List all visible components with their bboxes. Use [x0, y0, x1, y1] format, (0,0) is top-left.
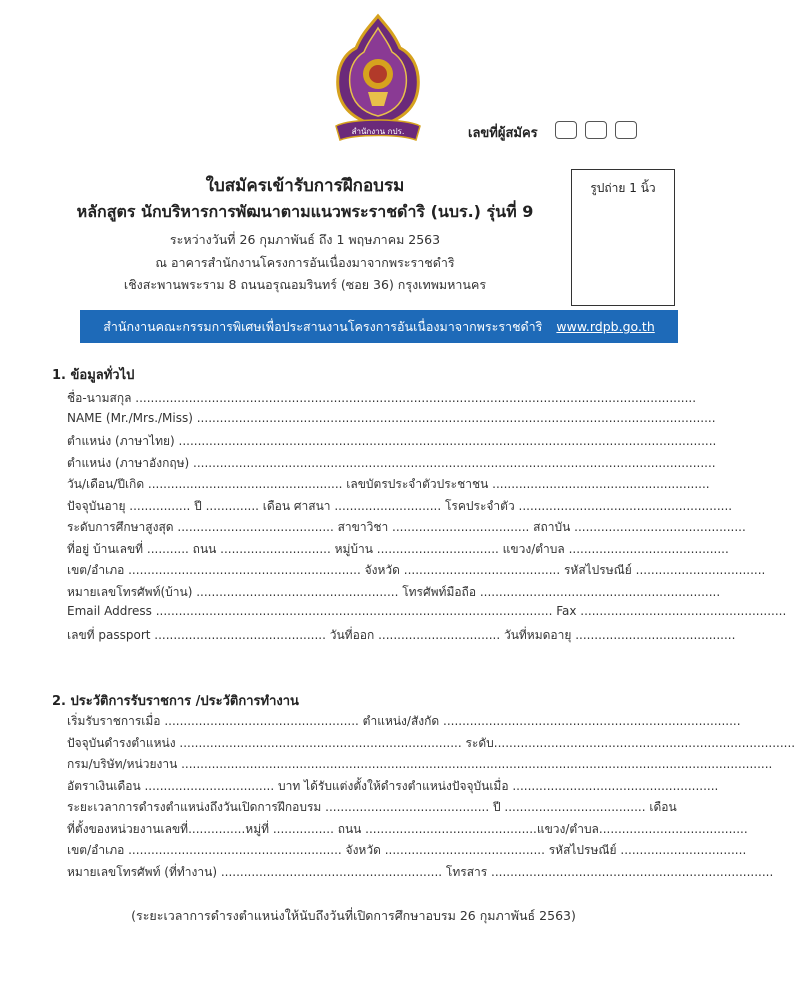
photo-box[interactable]	[571, 169, 675, 306]
venue-line-1: ณ อาคารสำนักงานโครงการอันเนื่องมาจากพระราชดำริ	[155, 255, 455, 270]
rdpb-seal-logo	[330, 14, 426, 150]
field-row[interactable]: Email Address ........................................................................................................ Fax ......................................................	[67, 604, 787, 618]
field-row[interactable]: ปัจจุบันดำรงตำแหน่ง .......................................................................... ระดับ...............................................................................	[67, 736, 795, 750]
website-link[interactable]: www.rdpb.go.th	[556, 319, 655, 334]
course-dates: ระหว่างวันที่ 26 กุมภาพันธ์ ถึง 1 พฤษภาคม 2563	[169, 232, 441, 247]
section-1-title: 1. ข้อมูลทั่วไป	[52, 368, 135, 383]
form-title: ใบสมัครเข้ารับการฝึกอบรม	[205, 176, 405, 196]
field-row[interactable]: NAME (Mr./Mrs./Miss) ........................................................................................................................................	[67, 411, 716, 425]
field-row[interactable]: อัตราเงินเดือน .................................. บาท ได้รับแต่งตั้งให้ดำรงตำแหน่งปัจจุบันเมื่อ ......................................................	[67, 779, 719, 793]
field-row[interactable]: หมายเลขโทรศัพท์ (ที่ทำงาน) .......................................................... โทรสาร ..........................................................................	[67, 865, 774, 879]
field-row[interactable]: ที่อยู่ บ้านเลขที่ ........... ถนน ............................. หมู่บ้าน ................................ แขวง/ตำบล ..........................................	[67, 542, 729, 556]
applicant-number-box-2[interactable]	[585, 121, 607, 139]
field-row[interactable]: เขต/อำเภอ ............................................................. จังหวัด ......................................... รหัสไปรษณีย์ ..................................	[67, 563, 766, 577]
section-2-title: 2. ประวัติการรับราชการ /ประวัติการทำงาน	[52, 694, 299, 709]
field-row[interactable]: เขต/อำเภอ ........................................................ จังหวัด .......................................... รหัสไปรษณีย์ .................................	[67, 843, 747, 857]
field-row[interactable]: ปัจจุบันอายุ ................ ปี .............. เดือน ศาสนา ............................ โรคประจำตัว ........................................................	[67, 499, 733, 513]
photo-label: รูปถ่าย 1 นิ้ว	[590, 181, 656, 195]
applicant-number-box-1[interactable]	[555, 121, 577, 139]
applicant-number-box-3[interactable]	[615, 121, 637, 139]
applicant-number-label: เลขที่ผู้สมัคร	[468, 126, 538, 141]
course-title: หลักสูตร นักบริหารการพัฒนาตามแนวพระราชดำริ (นบร.) รุ่นที่ 9	[76, 202, 534, 221]
field-row[interactable]: ตำแหน่ง (ภาษาไทย) .............................................................................................................................................	[67, 434, 717, 448]
field-row[interactable]: เลขที่ passport ............................................. วันที่ออก ................................ วันที่หมดอายุ ..........................................	[67, 628, 736, 642]
field-row[interactable]: ที่ตั้งของหน่วยงานเลขที่...............หมู่ที่ ................ ถนน .............................................แขวง/ตำบล.......................................	[67, 822, 748, 836]
field-row[interactable]: หมายเลขโทรศัพท์(บ้าน) ..................................................... โทรศัพท์มือถือ ...............................................................	[67, 585, 721, 599]
footnote: (ระยะเวลาการดำรงตำแหน่งให้นับถึงวันที่เปิดการศึกษาอบรม 26 กุมภาพันธ์ 2563)	[131, 908, 576, 923]
field-row[interactable]: ระดับการศึกษาสูงสุด ......................................... สาขาวิชา .................................... สถาบัน .............................................	[67, 520, 746, 534]
banner-text: สำนักงานคณะกรรมการพิเศษเพื่อประสานงานโครงการอันเนื่องมาจากพระราชดำริ	[103, 319, 543, 334]
field-row[interactable]: วัน/เดือน/ปีเกิด ................................................... เลขบัตรประจำตัวประชาชน .........................................................	[67, 477, 710, 491]
field-row[interactable]: ตำแหน่ง (ภาษาอังกฤษ) .........................................................................................................................................	[67, 456, 716, 470]
field-row[interactable]: กรม/บริษัท/หน่วยงาน ...........................................................................................................................................................	[67, 757, 773, 771]
svg-text:สำนักงาน กปร.: สำนักงาน กปร.	[351, 127, 405, 136]
field-row[interactable]: เริ่มรับราชการเมื่อ ................................................... ตำแหน่ง/สังกัด ..............................................................................	[67, 714, 741, 728]
field-row[interactable]: ระยะเวลาการดำรงตำแหน่งถึงวันเปิดการฝึกอบรม ........................................... ปี ..................................... เดือน	[67, 800, 677, 814]
office-banner	[80, 310, 678, 343]
venue-line-2: เชิงสะพานพระราม 8 ถนนอรุณอมรินทร์ (ซอย 36) กรุงเทพมหานคร	[123, 277, 487, 292]
field-row[interactable]: ชื่อ-นามสกุล ...................................................................................................................................................	[67, 391, 697, 405]
